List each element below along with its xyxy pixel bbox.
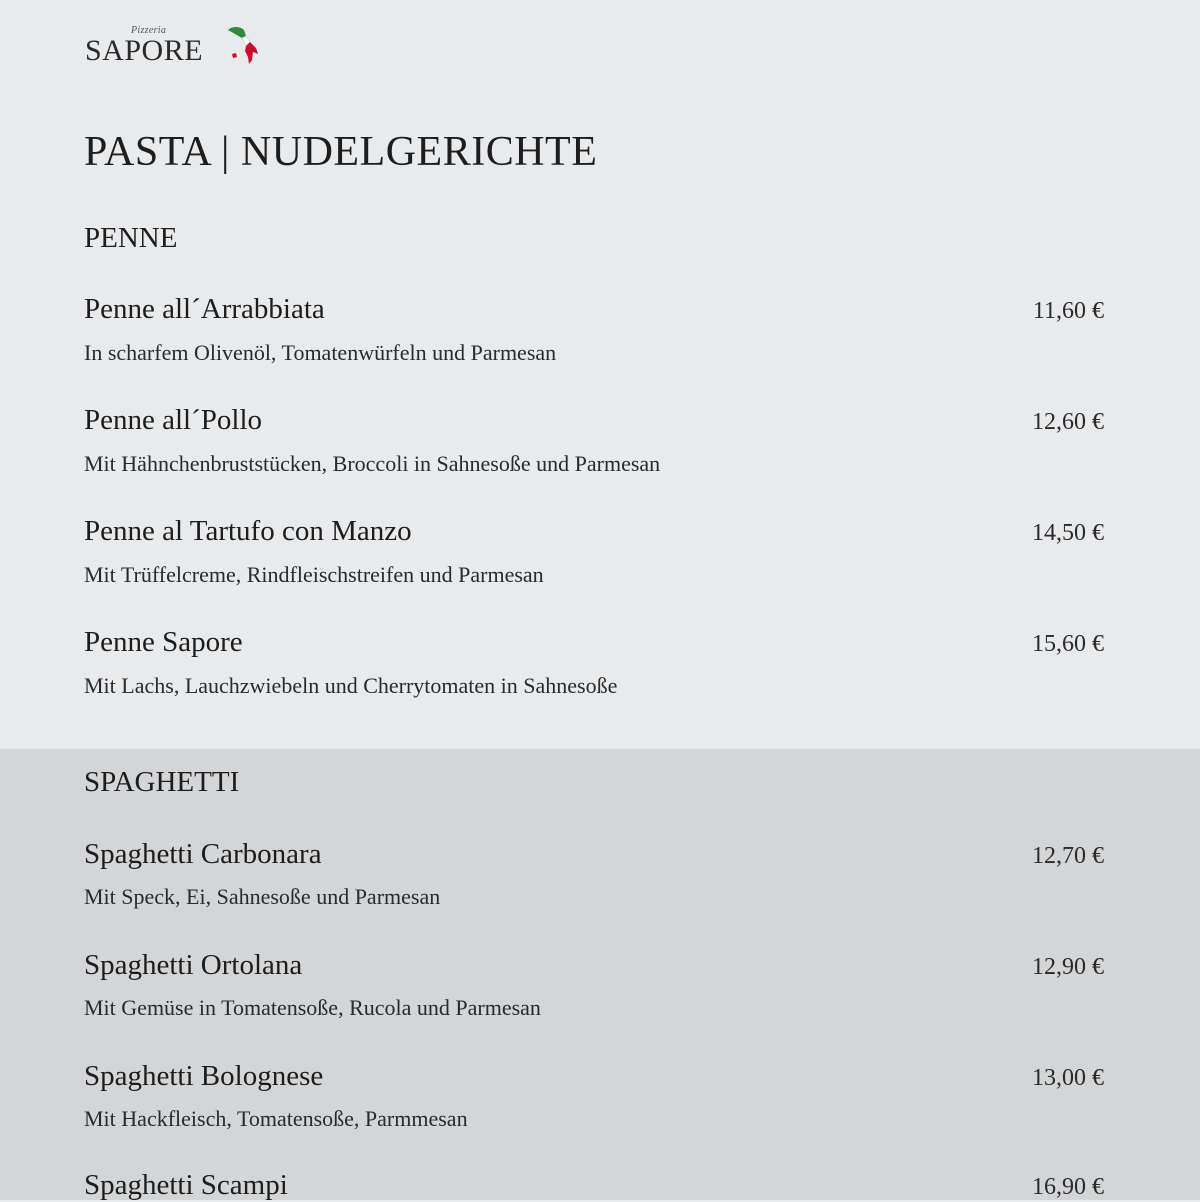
section-title-spaghetti: SPAGHETTI bbox=[84, 766, 240, 798]
item-price: 16,90 € bbox=[1032, 1174, 1104, 1200]
italy-map-icon bbox=[222, 24, 262, 68]
item-name: Penne Sapore bbox=[84, 626, 243, 658]
item-price: 13,00 € bbox=[1032, 1065, 1104, 1091]
logo-name: SAPORE bbox=[85, 34, 204, 67]
item-description: Mit Lachs, Lauchzwiebeln und Cherrytomaten in Sahnesoße bbox=[84, 673, 618, 698]
item-name: Penne all´Arrabbiata bbox=[84, 293, 325, 325]
item-price: 14,50 € bbox=[1032, 520, 1104, 546]
item-price: 11,60 € bbox=[1032, 298, 1104, 324]
restaurant-logo[interactable] bbox=[85, 22, 265, 72]
item-price: 12,60 € bbox=[1032, 409, 1104, 435]
item-price: 12,90 € bbox=[1032, 954, 1104, 980]
item-description: Mit Gemüse in Tomatensoße, Rucola und Parmesan bbox=[84, 995, 541, 1020]
item-name: Spaghetti Ortolana bbox=[84, 949, 303, 981]
page-title: PASTA | NUDELGERICHTE bbox=[84, 129, 598, 175]
section-title-penne: PENNE bbox=[84, 222, 178, 254]
item-description: Mit Hähnchenbruststücken, Broccoli in Sahnesoße und Parmesan bbox=[84, 451, 661, 476]
item-name: Spaghetti Scampi bbox=[84, 1169, 288, 1201]
item-description: Mit Trüffelcreme, Rindfleischstreifen und Parmesan bbox=[84, 562, 544, 587]
item-price: 12,70 € bbox=[1032, 843, 1104, 869]
item-description: In scharfem Olivenöl, Tomatenwürfeln und Parmesan bbox=[84, 340, 557, 365]
item-name: Spaghetti Carbonara bbox=[84, 838, 322, 870]
item-name: Spaghetti Bolognese bbox=[84, 1060, 324, 1092]
item-description: Mit Hackfleisch, Tomatensoße, Parmmesan bbox=[84, 1106, 468, 1131]
item-price: 15,60 € bbox=[1032, 631, 1104, 657]
item-name: Penne all´Pollo bbox=[84, 404, 263, 436]
logo-subtitle: Pizzeria bbox=[131, 25, 167, 36]
item-name: Penne al Tartufo con Manzo bbox=[84, 515, 412, 547]
item-description: Mit Speck, Ei, Sahnesoße und Parmesan bbox=[84, 884, 441, 909]
